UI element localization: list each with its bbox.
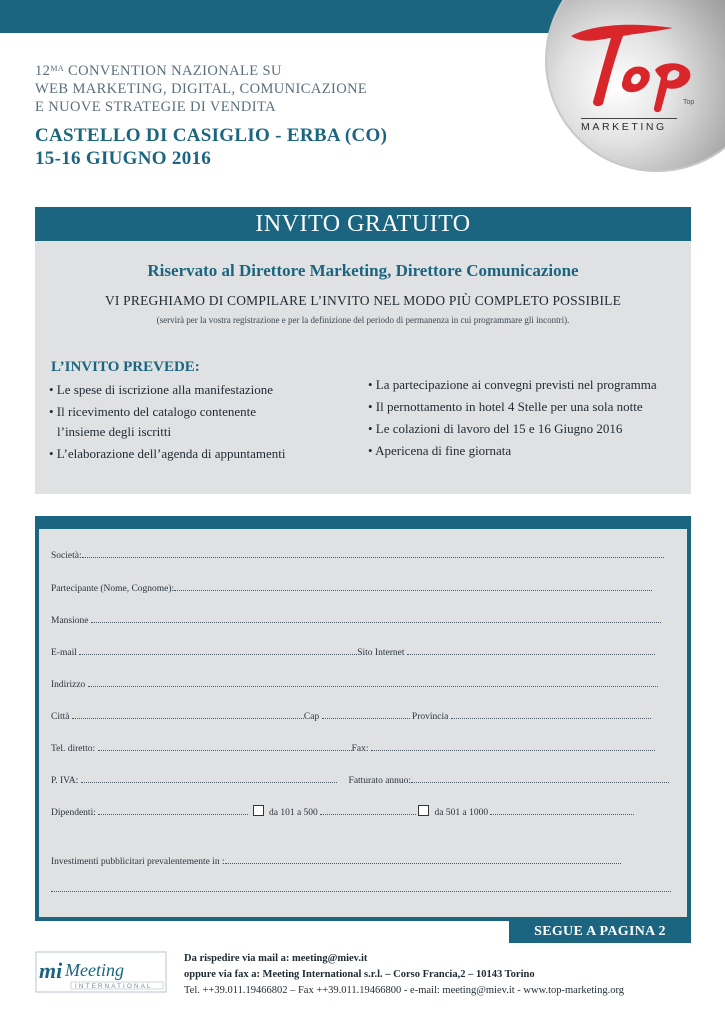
logo-script-text: Top — [683, 99, 695, 106]
list-item: • La partecipazione ai convegni previsti nel programma — [368, 377, 657, 392]
checkbox-501-1000[interactable] — [418, 805, 429, 816]
event-location: CASTELLO DI CASIGLIO - ERBA (CO) — [35, 125, 388, 146]
list-item: • L’elaborazione dell’agenda di appuntamenti — [49, 446, 286, 461]
event-location-dates — [35, 124, 387, 170]
dip-option-1-label: da 101 a 500 — [268, 808, 318, 818]
societa-field[interactable] — [82, 549, 664, 558]
piva-field[interactable] — [81, 774, 337, 783]
cap-label: Cap — [303, 712, 320, 722]
convention-number: 12 — [35, 63, 51, 79]
list-item: • Le spese di iscrizione alla manifestazione — [49, 382, 274, 397]
piva-label: P. IVA: — [51, 776, 79, 786]
fax-label: Fax: — [351, 744, 369, 754]
list-item: l’insieme degli iscritti — [57, 424, 172, 439]
investimenti-label: Investimenti pubblicitari prevalentemente in : — [51, 857, 225, 867]
email-field[interactable] — [79, 646, 357, 655]
dipendenti-label: Dipendenti: — [51, 808, 96, 818]
tel-row — [51, 742, 655, 754]
sito-label: Sito Internet — [357, 648, 405, 658]
registration-form-panel — [39, 529, 687, 917]
investimenti-field[interactable] — [225, 855, 621, 864]
meeting-international-logo — [35, 951, 167, 993]
footer-contacts — [184, 951, 624, 999]
indirizzo-row — [51, 678, 658, 690]
dipendenti-field[interactable] — [98, 806, 248, 815]
sito-field[interactable] — [407, 646, 655, 655]
societa-row — [51, 549, 664, 561]
partecipante-field[interactable] — [174, 582, 652, 591]
logo-international-text: INTERNATIONAL — [75, 983, 153, 990]
email-row — [51, 646, 655, 658]
provincia-field[interactable] — [451, 710, 651, 719]
footer-fax-line: oppure via fax a: Meeting International s.r.l. – Corso Francia,2 – 10143 Torino — [184, 969, 535, 980]
tel-label: Tel. diretto: — [51, 744, 96, 754]
event-dates: 15-16 GIUGNO 2016 — [35, 148, 212, 169]
convention-line-1: CONVENTION NAZIONALE SU — [64, 63, 282, 79]
includes-list-right — [368, 375, 678, 463]
piva-row — [51, 774, 669, 786]
fatturato-label: Fatturato annuo: — [348, 776, 412, 786]
convention-line-2: WEB MARKETING, DIGITAL, COMUNICAZIONE — [35, 81, 368, 97]
logo-mi-text: mi — [39, 958, 63, 983]
logo-marketing-text: MARKETING — [581, 121, 667, 133]
list-item: • Il pernottamento in hotel 4 Stelle per una sola notte — [368, 399, 643, 414]
partecipante-label: Partecipante (Nome, Cognome): — [51, 584, 175, 594]
logo-meeting-text: Meeting — [65, 960, 124, 980]
email-label: E-mail — [51, 648, 77, 658]
logo-swoosh-icon — [563, 18, 723, 118]
investimenti-row-2 — [51, 883, 671, 895]
invite-banner: INVITO GRATUITO — [35, 207, 691, 241]
convention-title — [35, 62, 367, 116]
convention-suffix: MA — [50, 64, 65, 73]
societa-label: Società: — [51, 551, 82, 561]
citta-field[interactable] — [72, 710, 304, 719]
list-item: • Le colazioni di lavoro del 15 e 16 Giugno 2016 — [368, 421, 623, 436]
dip-option-1-field[interactable] — [320, 806, 416, 815]
citta-label: Città — [51, 712, 70, 722]
segue-badge: SEGUE A PAGINA 2 — [509, 921, 691, 943]
dip-option-2-label: da 501 a 1000 — [434, 808, 489, 818]
footer-mail-line: Da rispedire via mail a: meeting@miev.it — [184, 953, 368, 964]
includes-list-left — [49, 380, 359, 466]
citta-row — [51, 710, 651, 722]
list-item: • Apericena di fine giornata — [368, 443, 512, 458]
checkbox-101-500[interactable] — [253, 805, 264, 816]
invite-includes-heading: L’INVITO PREVEDE: — [51, 359, 200, 375]
mansione-field[interactable] — [91, 614, 661, 623]
indirizzo-field[interactable] — [88, 678, 658, 687]
mansione-label: Mansione — [51, 616, 89, 626]
indirizzo-label: Indirizzo — [51, 680, 86, 690]
top-marketing-logo — [543, 0, 725, 172]
fatturato-field[interactable] — [411, 774, 669, 783]
mansione-row — [51, 614, 661, 626]
invite-info-panel — [35, 241, 691, 494]
footer-phone-line: Tel. ++39.011.19466802 – Fax ++39.011.19466800 - e-mail: meeting@miev.it - www.top-marketing.org — [184, 985, 625, 996]
cap-field[interactable] — [322, 710, 410, 719]
investimenti-field-2[interactable] — [51, 883, 671, 892]
convention-line-3: E NUOVE STRATEGIE DI VENDITA — [35, 99, 276, 115]
instructions-text: VI PREGHIAMO DI COMPILARE L’INVITO NEL MODO PIÙ COMPLETO POSSIBILE — [104, 293, 622, 308]
provincia-label: Provincia — [411, 712, 449, 722]
fax-field[interactable] — [371, 742, 655, 751]
reserved-heading: Riservato al Direttore Marketing, Direttore Comunicazione — [147, 261, 579, 280]
partecipante-row — [51, 582, 652, 594]
tel-field[interactable] — [98, 742, 352, 751]
list-item: • Il ricevimento del catalogo contenente — [49, 404, 257, 419]
logo-divider — [581, 118, 677, 119]
dipendenti-row — [51, 805, 634, 818]
registration-form — [35, 516, 691, 921]
dip-option-2-field[interactable] — [490, 806, 634, 815]
investimenti-row — [51, 855, 621, 867]
instructions-note: (servirà per la vostra registrazione e per la definizione del periodo di permanenza in cui programmare gli incontri). — [156, 315, 570, 325]
